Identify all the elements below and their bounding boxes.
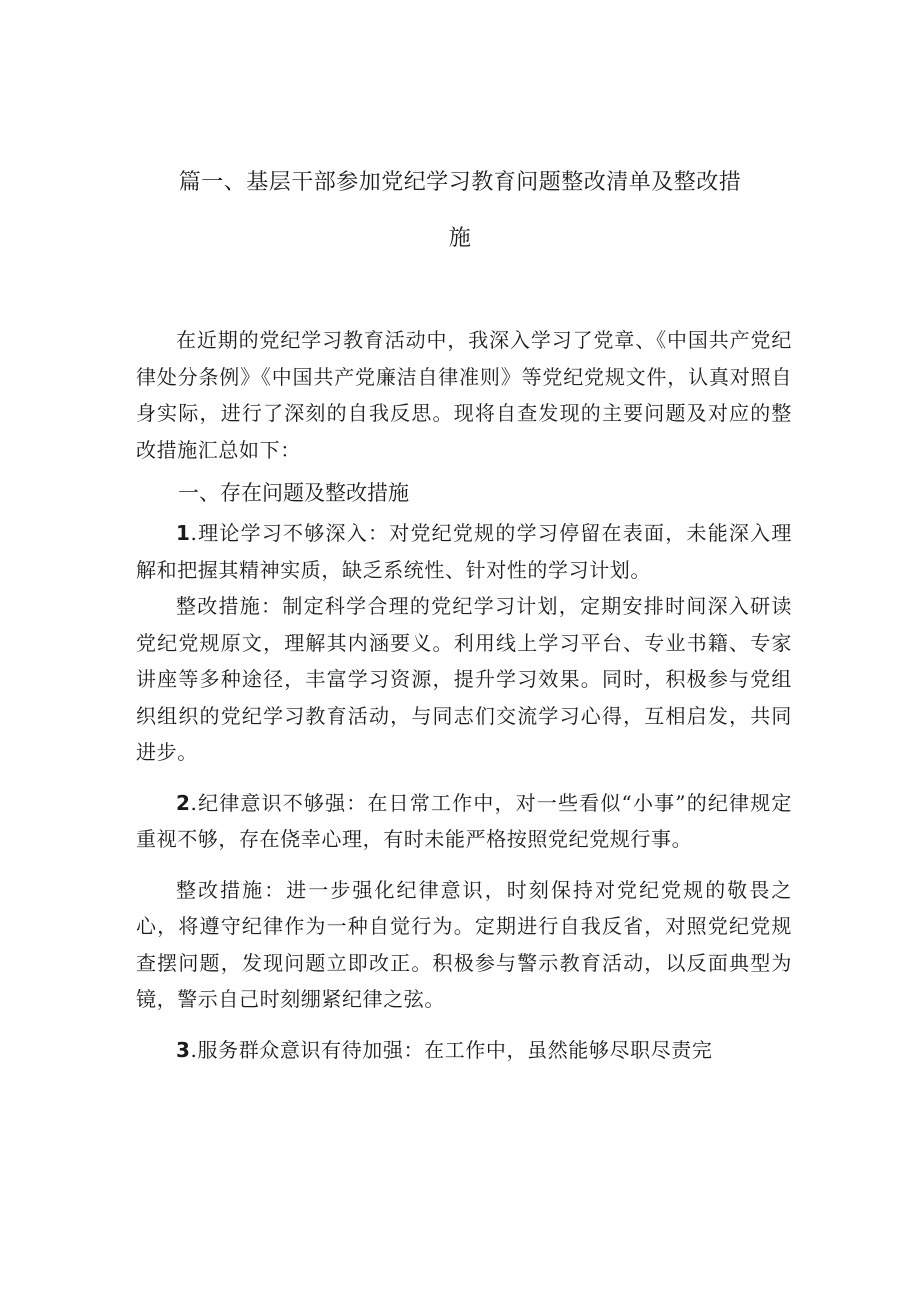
- problem-paragraph-1: [136, 515, 792, 588]
- measure-paragraph-1: 整改措施：制定科学合理的党纪学习计划，定期安排时间深入研读党纪党规原文，理解其内涵要义。利用线上学习平台、专业书籍、专家讲座等多种途径，丰富学习资源，提升学习效果。同时，积极参与党组织组织的党纪学习教育活动，与同志们交流学习心得，互相启发，共同进步。: [136, 594, 792, 764]
- intro-paragraph: 在近期的党纪学习教育活动中，我深入学习了党章、《中国共产党纪律处分条例》《中国共产党廉洁自律准则》等党纪党规文件，认真对照自身实际，进行了深刻的自我反思。现将自查发现的主要问题及对应的整改措施汇总如下：: [136, 328, 792, 462]
- item-number: 1: [176, 521, 191, 545]
- document-title-line-2: 施: [448, 226, 472, 251]
- document-body: [136, 322, 792, 1068]
- section-heading: 一、存在问题及整改措施: [178, 481, 409, 505]
- item-number: 3: [176, 1037, 191, 1062]
- document-title-line-1: 篇一、基层干部参加党纪学习教育问题整改清单及整改措: [178, 170, 742, 195]
- item-number: 2: [176, 790, 191, 815]
- problem-text: .理论学习不够深入：对党纪党规的学习停留在表面，未能深入理解和把握其精神实质，缺乏系统性、针对性的学习计划。: [136, 521, 792, 582]
- problem-paragraph-3: [136, 1032, 792, 1069]
- measure-paragraph-2: 整改措施：进一步强化纪律意识，时刻保持对党纪党规的敬畏之心，将遵守纪律作为一种自觉行为。定期进行自我反省，对照党纪党规查摆问题，发现问题立即改正。积极参与警示教育活动，以反面典型为镜，警示自己时刻绷紧纪律之弦。: [136, 877, 792, 1011]
- problem-text: .服务群众意识有待加强：在工作中，虽然能够尽职尽责完: [190, 1037, 713, 1062]
- problem-text: .纪律意识不够强：在日常工作中，对一些看似“小事”的纪律规定重视不够，存在侥幸心理，有时未能严格按照党纪党规行事。: [136, 790, 792, 851]
- problem-paragraph-2: [136, 785, 792, 858]
